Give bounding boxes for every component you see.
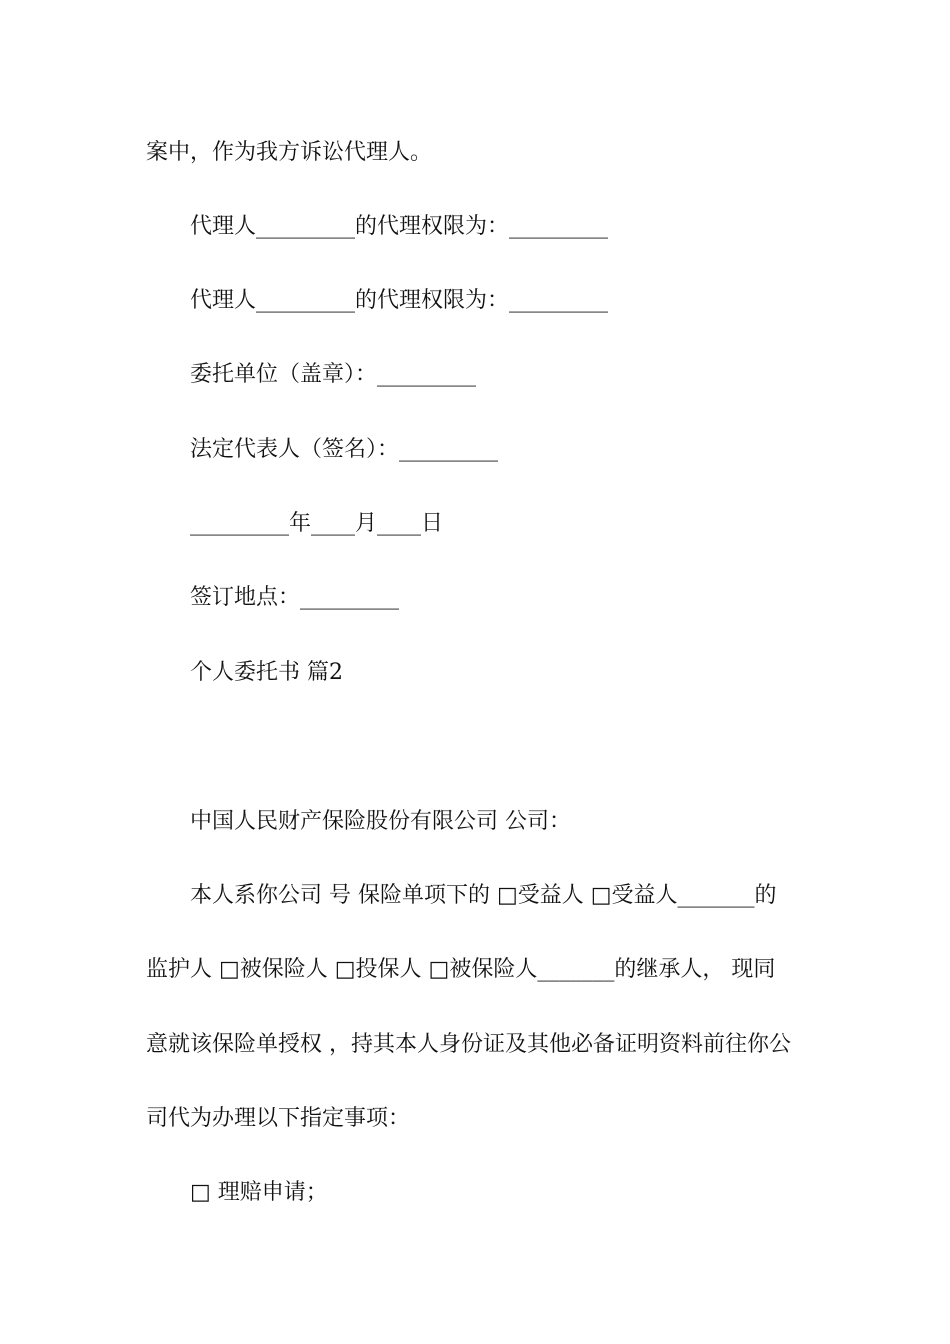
text-line-claim-application: □ 理赔申请； (190, 1180, 328, 1205)
text-line-authorization-consent: 意就该保险单授权 ，持其本人身份证及其他必备证明资料前往你公 (146, 1032, 791, 1057)
section-title-personal-authorization: 个人委托书 篇2 (190, 660, 343, 685)
text-line-company-address: 中国人民财产保险股份有限公司 公司： (190, 809, 571, 834)
text-line-legal-representative: 法定代表人（签名）：_________ (190, 437, 499, 462)
text-line-case-agent: 案中，作为我方诉讼代理人。 (146, 140, 433, 165)
text-line-guardian-heir: 监护人 □被保险人 □投保人 □被保险人_______的继承人， 现同 (146, 957, 776, 982)
text-line-specified-matters: 司代为办理以下指定事项： (146, 1106, 411, 1131)
text-line-entrusting-unit: 委托单位（盖章）：_________ (190, 362, 477, 387)
text-line-signing-place: 签订地点：_________ (190, 585, 400, 610)
text-line-date: _________年____月____日 (190, 511, 444, 536)
text-line-agent-authority-2: 代理人_________的代理权限为：_________ (190, 288, 609, 313)
text-line-agent-authority-1: 代理人_________的代理权限为：_________ (190, 214, 609, 239)
text-line-policy-role: 本人系你公司 号 保险单项下的 □受益人 □受益人_______的 (190, 883, 777, 908)
